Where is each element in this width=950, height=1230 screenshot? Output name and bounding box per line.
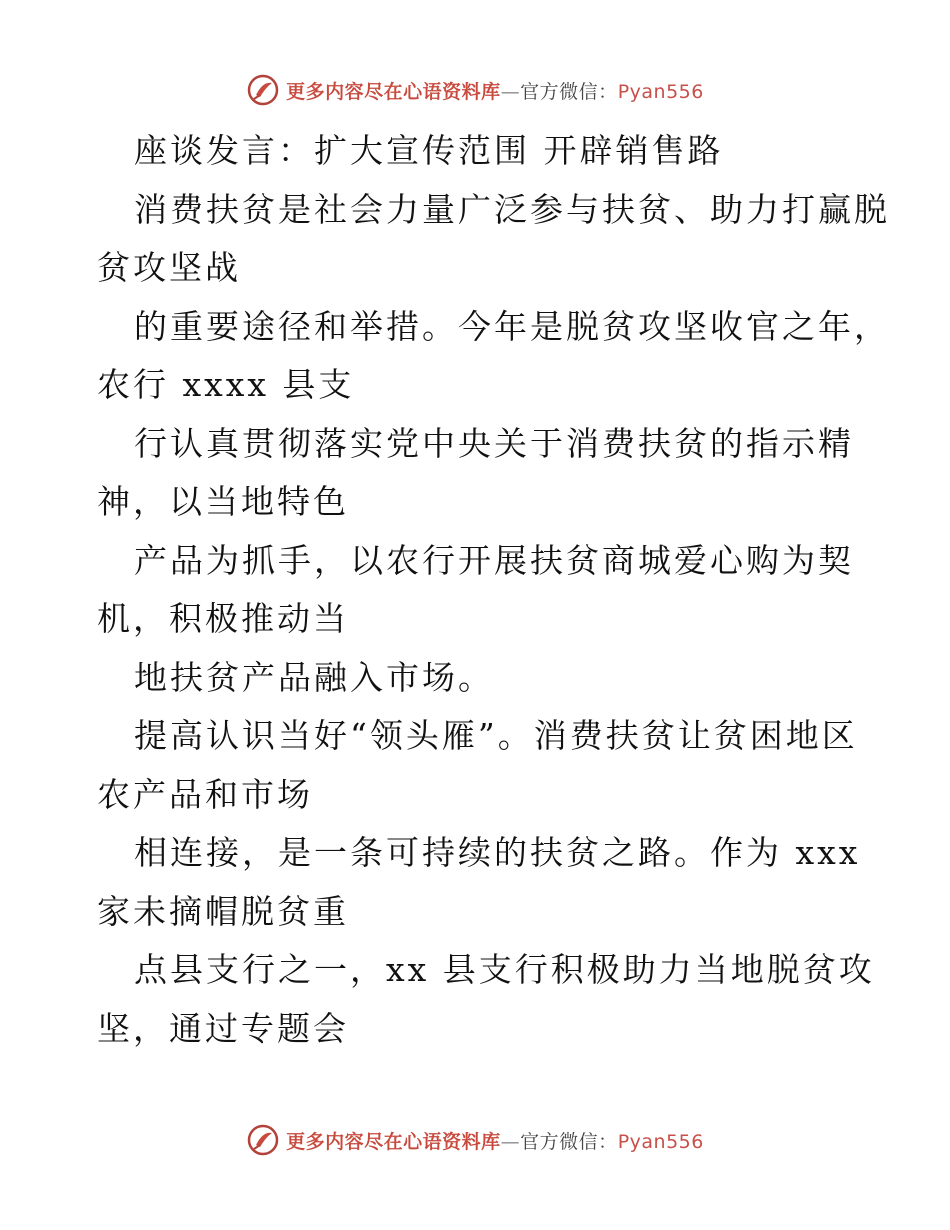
- watermark-wechat-id: Pyan556: [617, 80, 704, 103]
- watermark-text: [286, 77, 704, 104]
- body-line: 农产品和市场: [97, 774, 313, 814]
- watermark-text: [286, 1127, 704, 1154]
- document-body: [97, 122, 890, 1058]
- body-line: 的重要途径和举措。今年是脱贫攻坚收官之年，: [134, 306, 890, 346]
- footer-watermark: [0, 1120, 950, 1160]
- body-line: 提高认识当好“领头雁”。消费扶贫让贫困地区: [134, 716, 858, 755]
- body-line: 产品为抓手，以农行开展扶贫商城爱心购为契: [134, 540, 854, 580]
- body-line: 地扶贫产品融入市场。: [134, 657, 494, 697]
- watermark-separator: —: [500, 1130, 521, 1153]
- watermark-brand: 更多内容尽在心语资料库: [286, 1130, 501, 1153]
- body-line: 农行 xxxx 县支: [97, 365, 355, 404]
- body-line: 机，积极推动当: [97, 599, 349, 638]
- pen-logo-icon: [246, 73, 280, 107]
- watermark-label: 官方微信：: [520, 80, 618, 103]
- watermark-wechat-id: Pyan556: [617, 1130, 704, 1153]
- watermark-separator: —: [500, 80, 521, 103]
- body-line: 行认真贯彻落实党中央关于消费扶贫的指示精: [134, 423, 854, 463]
- body-line: 贫攻坚战: [97, 248, 241, 287]
- body-line: 点县支行之一，xx 县支行积极助力当地脱贫攻: [134, 950, 875, 989]
- body-line: 坚，通过专题会: [97, 1008, 349, 1048]
- body-line: 消费扶贫是社会力量广泛参与扶贫、助力打赢脱: [134, 189, 890, 229]
- body-line: 家未摘帽脱贫重: [97, 891, 349, 931]
- header-watermark: [0, 70, 950, 110]
- watermark-brand: 更多内容尽在心语资料库: [286, 80, 501, 103]
- body-line: 神，以当地特色: [97, 482, 349, 521]
- body-line: 相连接，是一条可持续的扶贫之路。作为 xxx: [134, 833, 861, 872]
- watermark-label: 官方微信：: [520, 1130, 618, 1153]
- pen-logo-icon: [246, 1123, 280, 1157]
- body-line: 座谈发言：扩大宣传范围 开辟销售路: [134, 131, 724, 170]
